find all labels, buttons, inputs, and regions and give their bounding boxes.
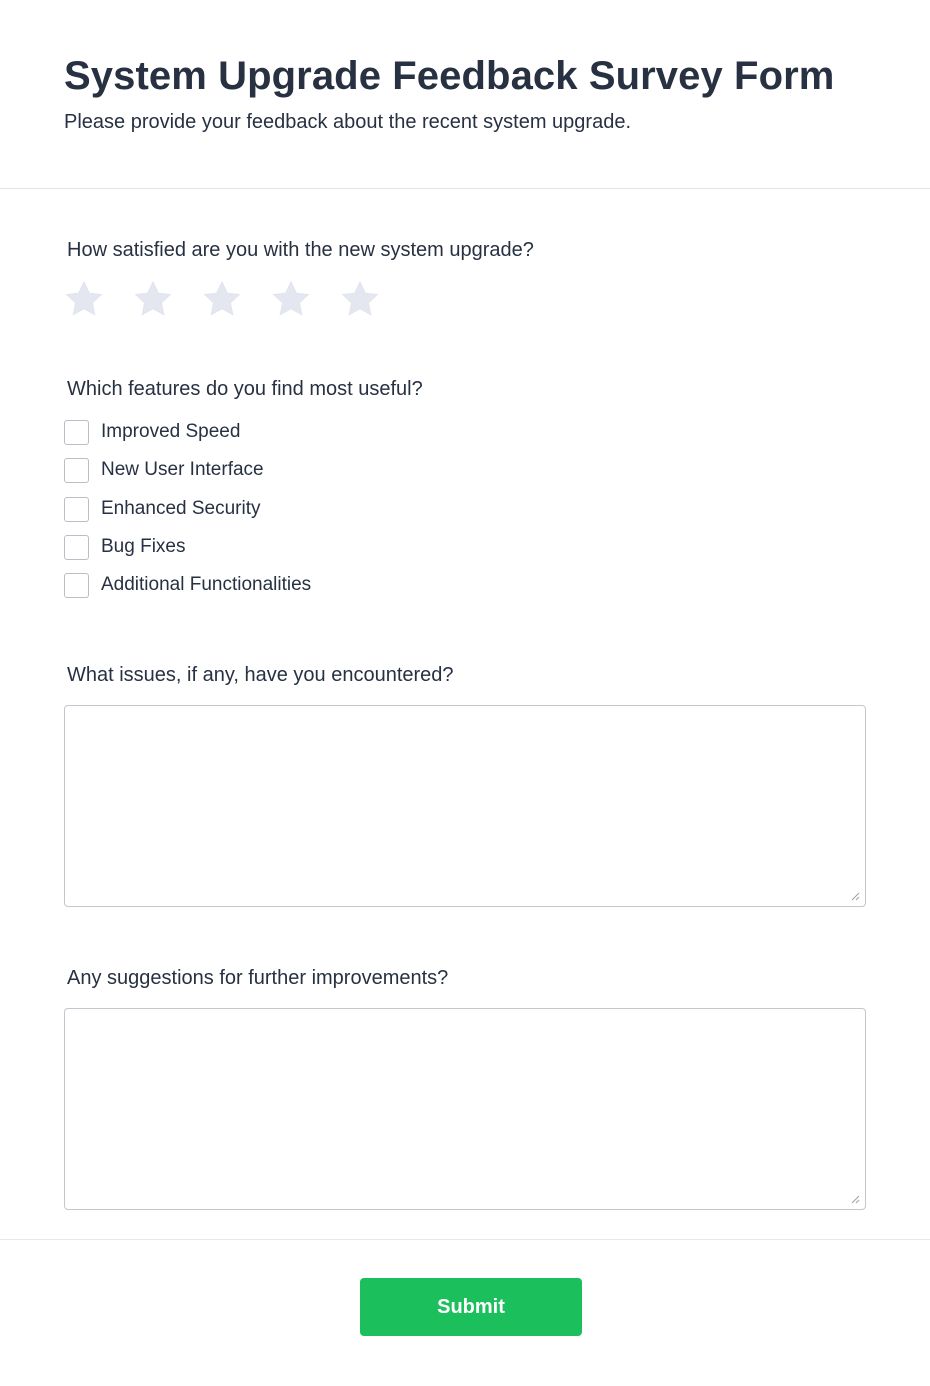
page-subtitle: Please provide your feedback about the recent system upgrade. <box>64 111 632 133</box>
feature-option-enhanced-security[interactable] <box>64 496 261 522</box>
checkbox[interactable] <box>64 535 89 560</box>
submit-button[interactable]: Submit <box>360 1278 582 1336</box>
feature-option-bug-fixes[interactable] <box>64 534 185 560</box>
checkbox[interactable] <box>64 573 89 598</box>
suggestions-question-label: Any suggestions for further improvements? <box>67 967 449 989</box>
checkbox[interactable] <box>64 497 89 522</box>
star-1-icon[interactable] <box>64 280 104 320</box>
footer-divider <box>0 1239 930 1240</box>
checkbox-label: New User Interface <box>101 459 264 480</box>
checkbox[interactable] <box>64 420 89 445</box>
star-4-icon[interactable] <box>271 280 311 320</box>
star-5-icon[interactable] <box>340 280 380 320</box>
page-title: System Upgrade Feedback Survey Form <box>64 54 835 98</box>
form-header <box>0 0 930 189</box>
star-rating <box>64 280 409 320</box>
suggestions-textarea[interactable] <box>64 1008 866 1210</box>
resize-handle-icon[interactable] <box>850 891 860 901</box>
checkbox-label: Bug Fixes <box>101 536 186 557</box>
star-3-icon[interactable] <box>202 280 242 320</box>
feature-option-additional-functionalities[interactable] <box>64 572 311 598</box>
checkbox-label: Improved Speed <box>101 421 241 442</box>
features-question-label: Which features do you find most useful? <box>67 378 423 400</box>
feature-option-improved-speed[interactable] <box>64 419 240 445</box>
checkbox[interactable] <box>64 458 89 483</box>
resize-handle-icon[interactable] <box>850 1194 860 1204</box>
feature-option-new-user-interface[interactable] <box>64 457 264 483</box>
rating-question-label: How satisfied are you with the new system upgrade? <box>67 239 534 261</box>
issues-question-label: What issues, if any, have you encountered? <box>67 664 454 686</box>
issues-textarea[interactable] <box>64 705 866 907</box>
star-2-icon[interactable] <box>133 280 173 320</box>
checkbox-label: Enhanced Security <box>101 498 261 519</box>
checkbox-label: Additional Functionalities <box>101 574 312 595</box>
